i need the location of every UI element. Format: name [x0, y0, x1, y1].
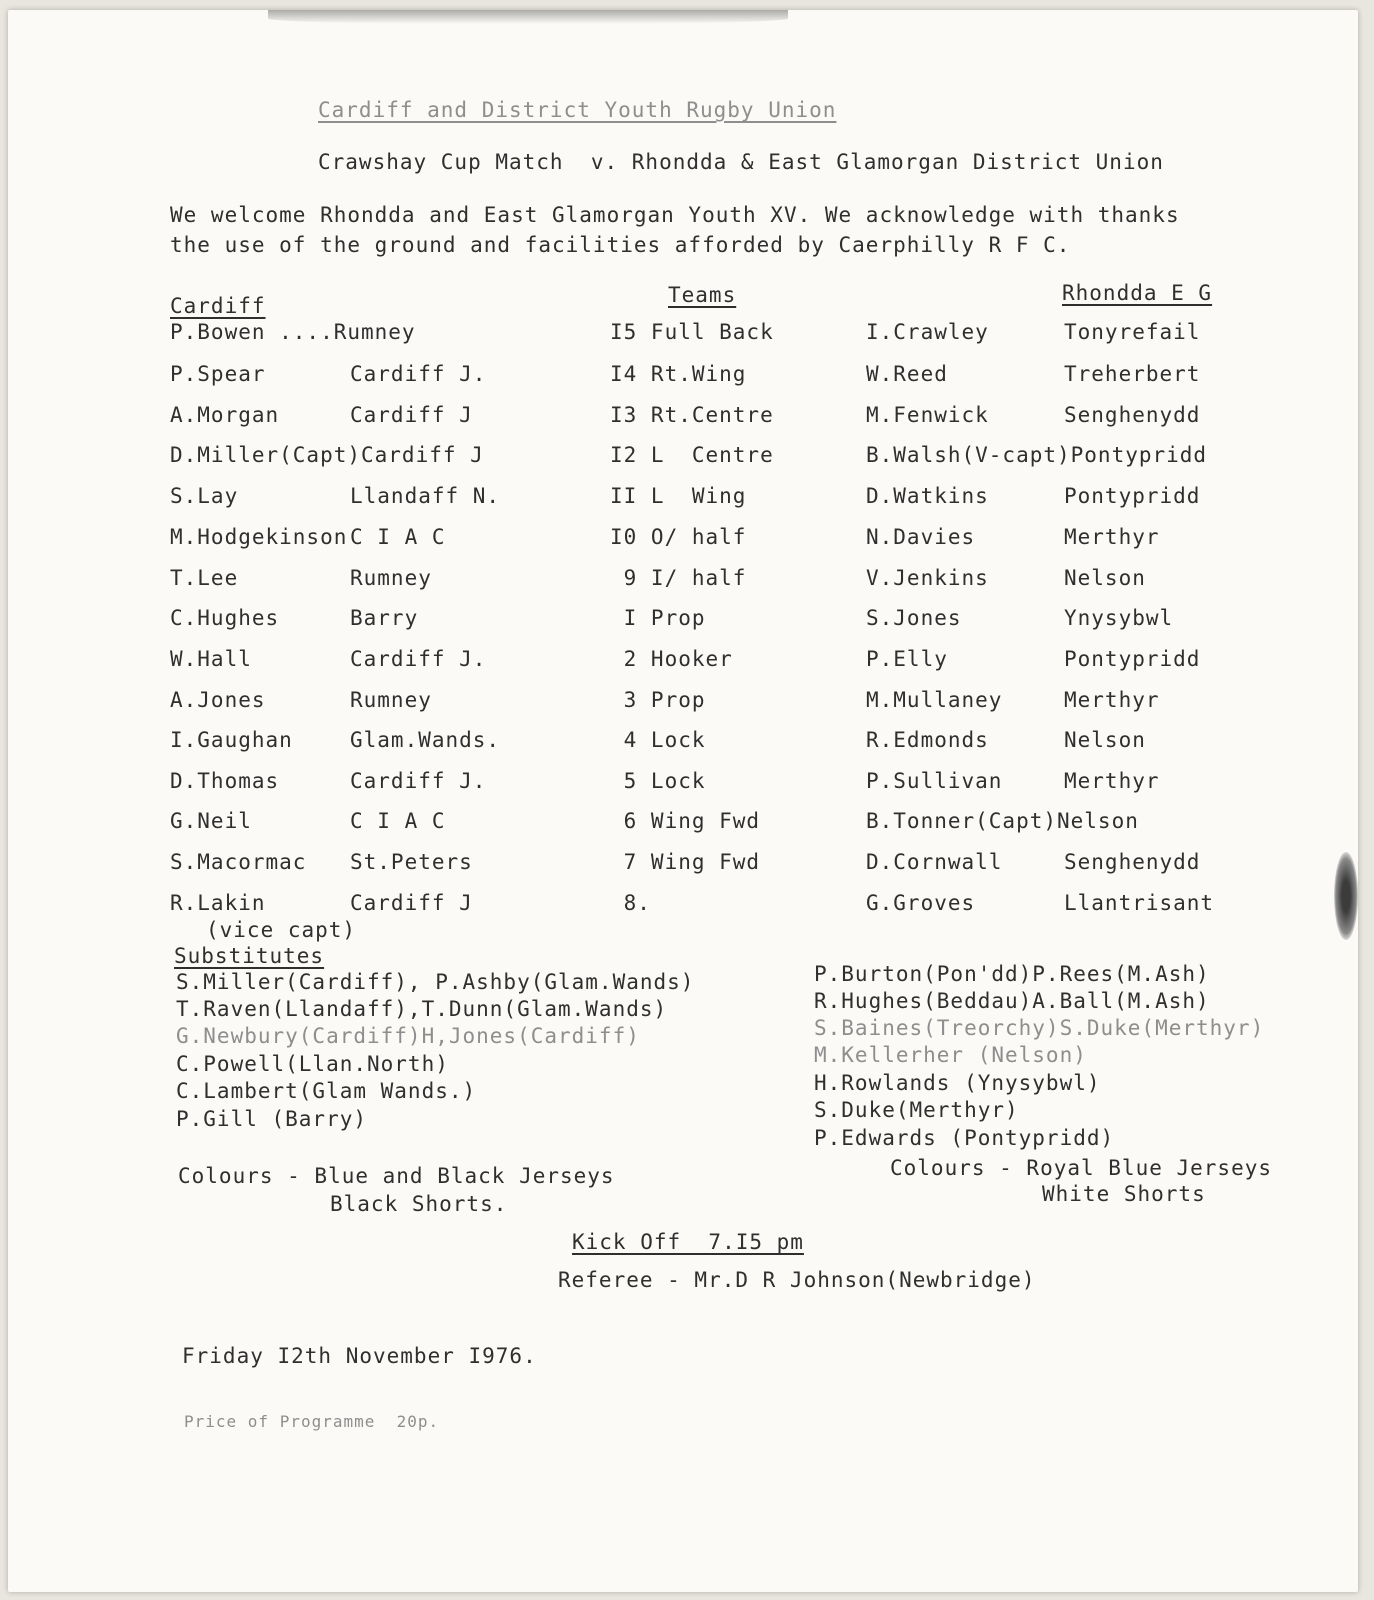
rhondda-player: G.Groves: [866, 891, 976, 915]
rhondda-club: Ynysybwl: [1064, 606, 1174, 630]
position: I0 O/ half: [610, 525, 747, 549]
cardiff-substitute: S.Miller(Cardiff), P.Ashby(Glam.Wands): [176, 970, 695, 994]
rhondda-club: Nelson: [1064, 728, 1146, 752]
cardiff-club: Llandaff N.: [350, 484, 501, 508]
position: 2 Hooker: [610, 647, 733, 671]
position: I Prop: [610, 606, 706, 630]
position: 5 Lock: [610, 769, 706, 793]
cardiff-club: Rumney: [350, 566, 432, 590]
cardiff-club: Cardiff J.: [350, 769, 487, 793]
punch-hole: [1334, 852, 1358, 940]
rhondda-club: Merthyr: [1064, 688, 1160, 712]
rhondda-player: P.Elly: [866, 647, 948, 671]
position: I5 Full Back: [610, 320, 774, 344]
cardiff-colours-line-2: Black Shorts.: [330, 1192, 508, 1216]
rhondda-player: W.Reed: [866, 362, 948, 386]
match-date: Friday I2th November I976.: [182, 1344, 537, 1368]
rhondda-club: Senghenydd: [1064, 850, 1201, 874]
cardiff-player: S.Macormac: [170, 850, 307, 874]
rhondda-substitute: S.Baines(Treorchy)S.Duke(Merthyr): [814, 1016, 1265, 1040]
cardiff-colours-line-1: Colours - Blue and Black Jerseys: [178, 1164, 615, 1188]
cardiff-substitute: P.Gill (Barry): [176, 1107, 368, 1131]
rhondda-player: B.Tonner(Capt)Nelson: [866, 809, 1139, 833]
rhondda-substitute: M.Kellerher (Nelson): [814, 1043, 1087, 1067]
rhondda-colours-line-2: White Shorts: [1042, 1182, 1206, 1206]
rhondda-colours-line-1: Colours - Royal Blue Jerseys: [890, 1156, 1273, 1180]
rhondda-substitute: P.Edwards (Pontypridd): [814, 1126, 1115, 1150]
cardiff-club: Cardiff J.: [350, 647, 487, 671]
cardiff-player: W.Hall: [170, 647, 252, 671]
match-subtitle: Crawshay Cup Match v. Rhondda & East Glamorgan District Union: [318, 150, 1164, 174]
teams-heading: Teams: [668, 283, 737, 307]
rhondda-club: Merthyr: [1064, 769, 1160, 793]
rhondda-club: Pontypridd: [1064, 647, 1201, 671]
rhondda-player: R.Edmonds: [866, 728, 989, 752]
cardiff-heading: Cardiff: [170, 294, 266, 318]
rhondda-player: D.Cornwall: [866, 850, 1003, 874]
rhondda-player: N.Davies: [866, 525, 976, 549]
cardiff-club: Barry: [350, 606, 419, 630]
kick-off-time: Kick Off 7.I5 pm: [572, 1230, 804, 1254]
rhondda-club: Tonyrefail: [1064, 320, 1201, 344]
rhondda-player: B.Walsh(V-capt)Pontypridd: [866, 443, 1208, 467]
cardiff-substitute: C.Powell(Llan.North): [176, 1052, 449, 1076]
rhondda-player: V.Jenkins: [866, 566, 989, 590]
cardiff-player: M.Hodgekinson: [170, 525, 348, 549]
cardiff-club: Cardiff J.: [350, 362, 487, 386]
rhondda-player: D.Watkins: [866, 484, 989, 508]
position: 3 Prop: [610, 688, 706, 712]
cardiff-player: C.Hughes: [170, 606, 280, 630]
position: 8.: [610, 891, 651, 915]
rhondda-substitute: H.Rowlands (Ynysybwl): [814, 1071, 1101, 1095]
cardiff-substitute: T.Raven(Llandaff),T.Dunn(Glam.Wands): [176, 997, 668, 1021]
cardiff-substitute: G.Newbury(Cardiff)H,Jones(Cardiff): [176, 1024, 640, 1048]
cardiff-club: C I A C: [350, 809, 446, 833]
rhondda-heading: Rhondda E G: [1062, 281, 1213, 305]
cardiff-player: T.Lee: [170, 566, 239, 590]
cardiff-club: St.Peters: [350, 850, 473, 874]
referee: Referee - Mr.D R Johnson(Newbridge): [558, 1268, 1036, 1292]
cardiff-player: R.Lakin: [170, 891, 266, 915]
rhondda-club: Llantrisant: [1064, 891, 1215, 915]
rhondda-club: Merthyr: [1064, 525, 1160, 549]
cardiff-club: Rumney: [350, 688, 432, 712]
rhondda-substitute: P.Burton(Pon'dd)P.Rees(M.Ash): [814, 962, 1210, 986]
rhondda-club: Nelson: [1064, 566, 1146, 590]
programme-price: Price of Programme 20p.: [184, 1412, 440, 1431]
vice-capt-note: (vice capt): [206, 918, 357, 942]
cardiff-player: A.Jones: [170, 688, 266, 712]
rhondda-player: M.Fenwick: [866, 403, 989, 427]
cardiff-player: G.Neil: [170, 809, 252, 833]
position: 9 I/ half: [610, 566, 747, 590]
cardiff-club: Cardiff J: [350, 403, 473, 427]
cardiff-club: Glam.Wands.: [350, 728, 501, 752]
cardiff-player: P.Bowen ....Rumney: [170, 320, 416, 344]
document-title: Cardiff and District Youth Rugby Union: [318, 98, 837, 122]
position: 7 Wing Fwd: [610, 850, 761, 874]
position: I3 Rt.Centre: [610, 403, 774, 427]
position: II L Wing: [610, 484, 747, 508]
cardiff-player: S.Lay: [170, 484, 239, 508]
rhondda-player: S.Jones: [866, 606, 962, 630]
position: I4 Rt.Wing: [610, 362, 747, 386]
rhondda-player: M.Mullaney: [866, 688, 1003, 712]
cardiff-substitute: C.Lambert(Glam Wands.): [176, 1079, 477, 1103]
substitutes-heading: Substitutes: [174, 944, 325, 968]
cardiff-player: A.Morgan: [170, 403, 280, 427]
rhondda-player: P.Sullivan: [866, 769, 1003, 793]
cardiff-club: C I A C: [350, 525, 446, 549]
paper-crease: [268, 10, 788, 24]
position: I2 L Centre: [610, 443, 774, 467]
welcome-line-2: the use of the ground and facilities afforded by Caerphilly R F C.: [170, 233, 1071, 257]
rhondda-substitute: S.Duke(Merthyr): [814, 1098, 1019, 1122]
cardiff-player: I.Gaughan: [170, 728, 293, 752]
position: 4 Lock: [610, 728, 706, 752]
position: 6 Wing Fwd: [610, 809, 761, 833]
cardiff-player: P.Spear: [170, 362, 266, 386]
cardiff-player: D.Miller(Capt)Cardiff J: [170, 443, 484, 467]
welcome-line-1: We welcome Rhondda and East Glamorgan Youth XV. We acknowledge with thanks: [170, 203, 1180, 227]
rhondda-substitute: R.Hughes(Beddau)A.Ball(M.Ash): [814, 989, 1210, 1013]
rhondda-player: I.Crawley: [866, 320, 989, 344]
rhondda-club: Treherbert: [1064, 362, 1201, 386]
rhondda-club: Senghenydd: [1064, 403, 1201, 427]
rhondda-club: Pontypridd: [1064, 484, 1201, 508]
cardiff-club: Cardiff J: [350, 891, 473, 915]
cardiff-player: D.Thomas: [170, 769, 280, 793]
